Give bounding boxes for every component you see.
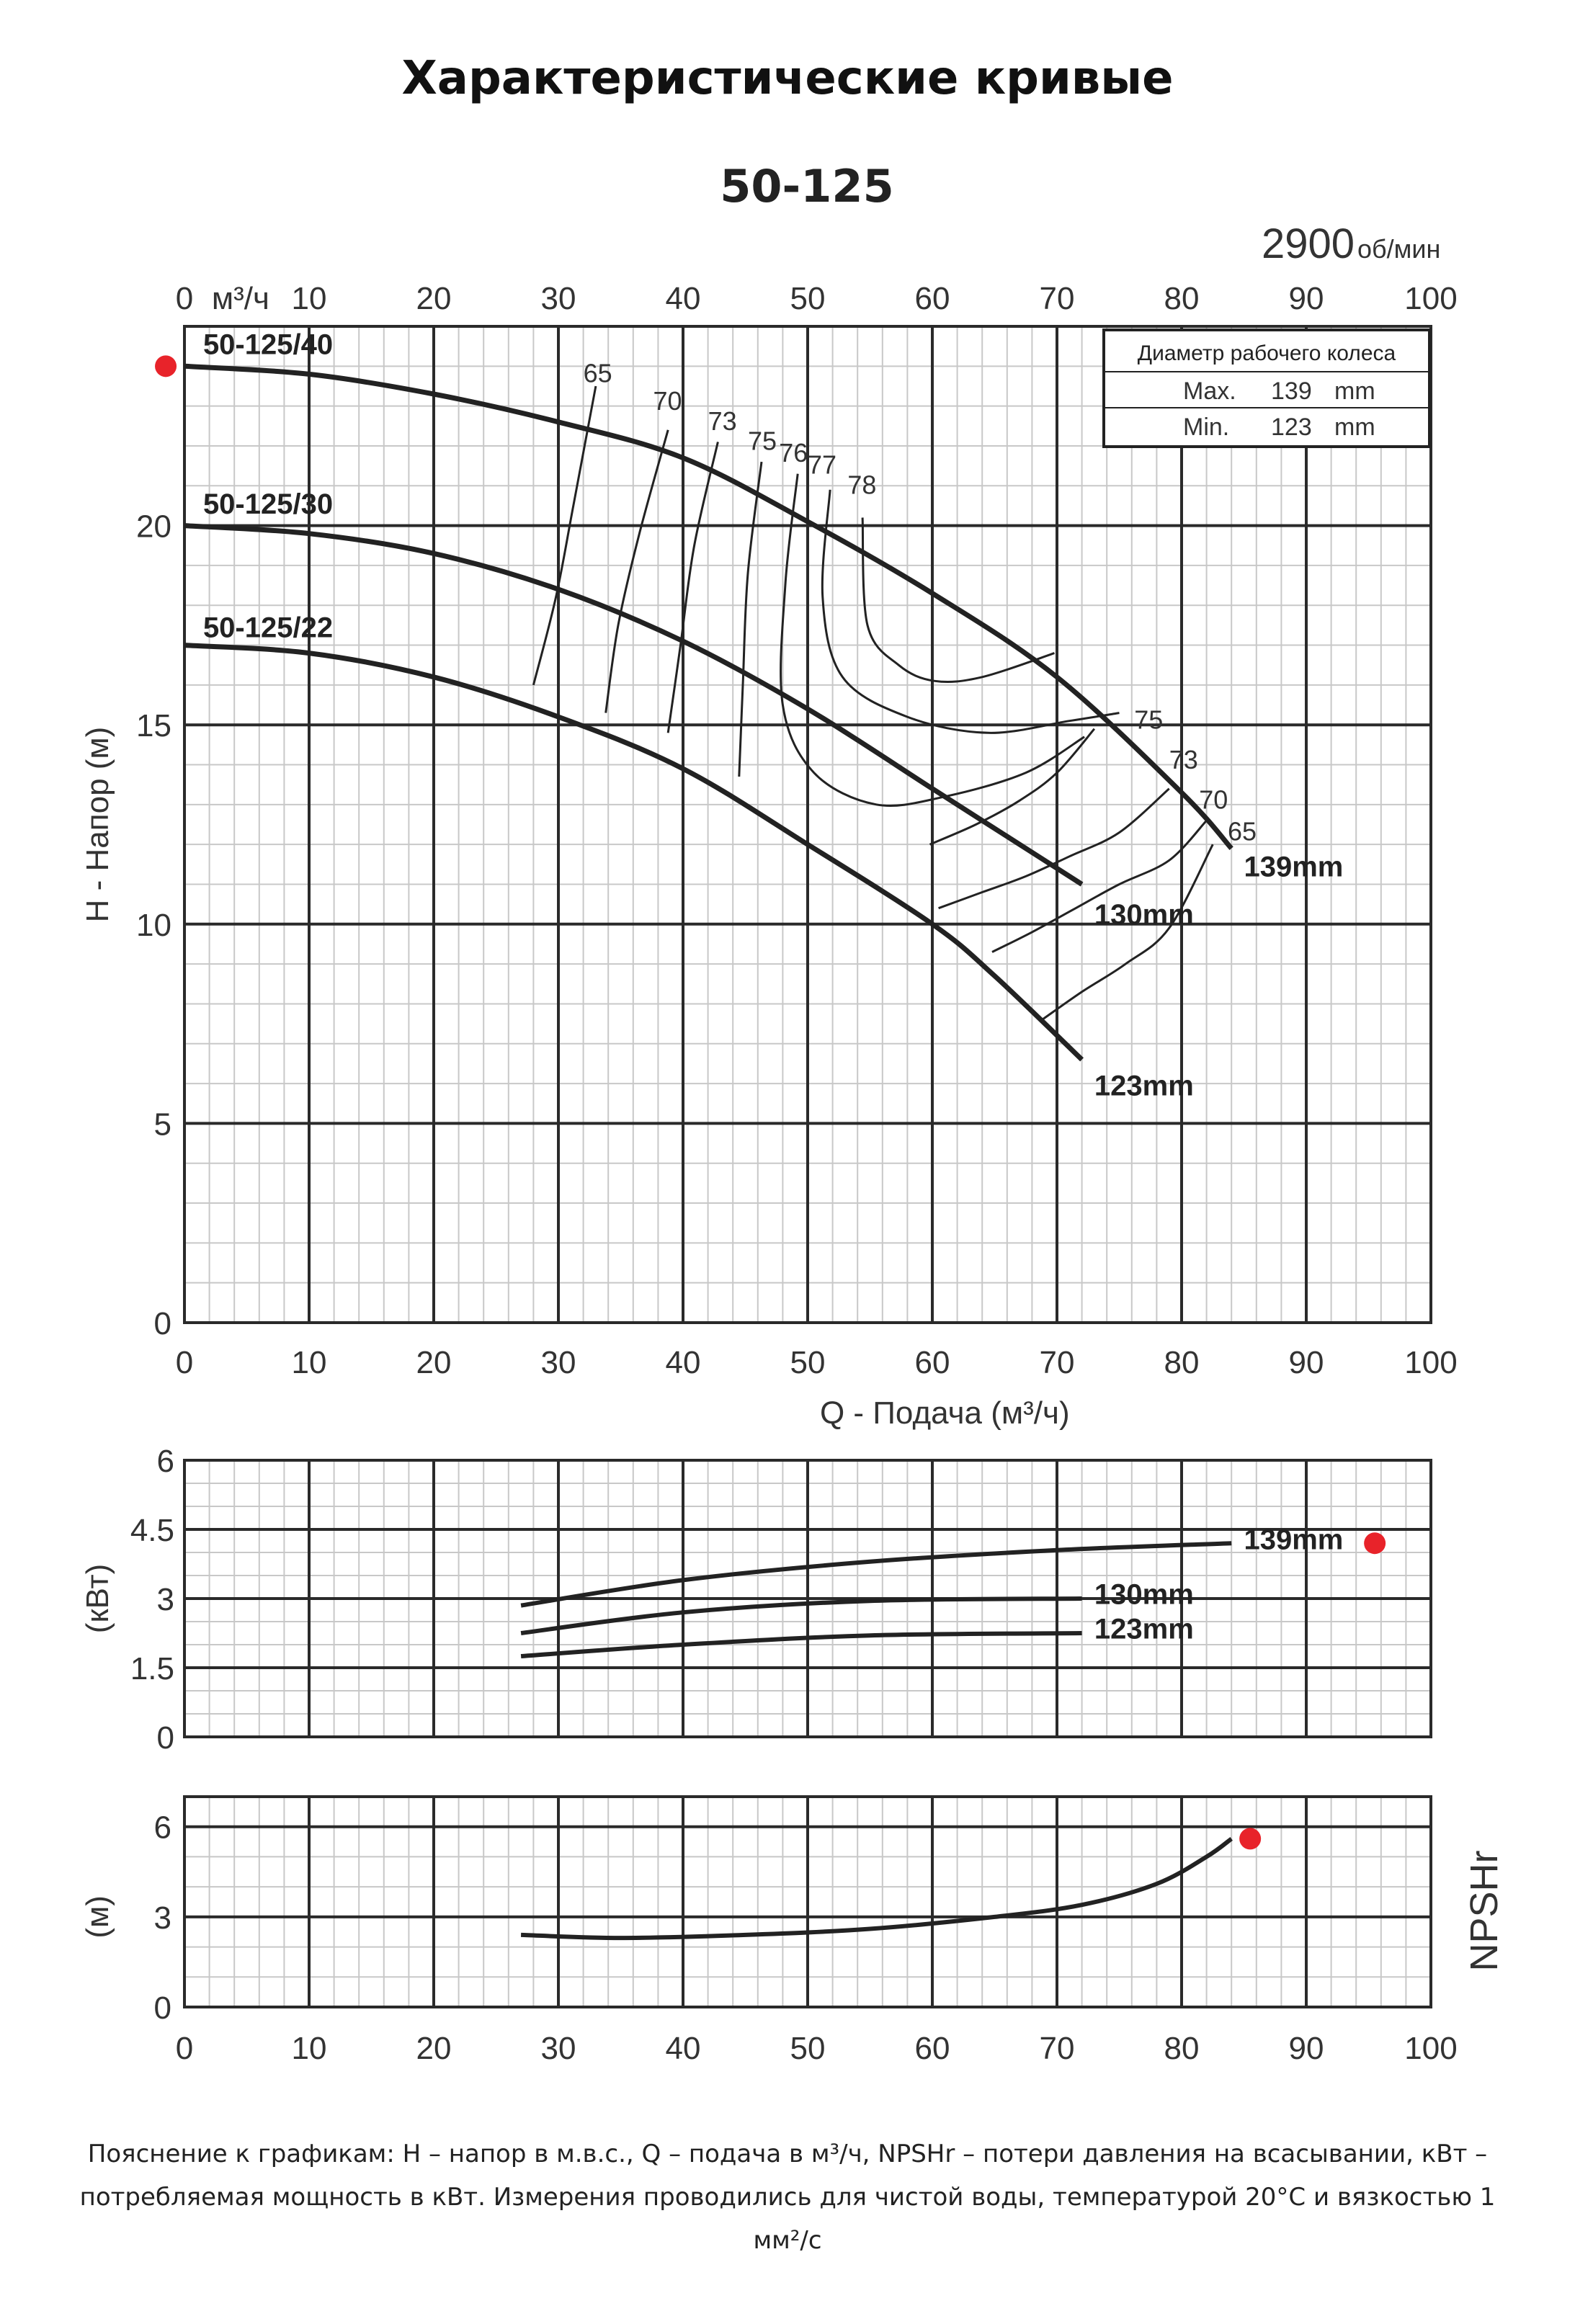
- x-tick-label: 0: [175, 1345, 194, 1380]
- npsh-curve: [521, 1838, 1231, 1938]
- y-axis-title: (кВт): [80, 1563, 115, 1634]
- x-tick-label: 30: [540, 1345, 576, 1380]
- x-tick-label: 60: [914, 1345, 950, 1380]
- page-title: Характеристические кривые: [401, 52, 1174, 105]
- x-tick-label: 80: [1164, 2031, 1200, 2066]
- x-tick-label: 70: [1039, 1345, 1075, 1380]
- x-tick-label: 70: [1039, 2031, 1075, 2066]
- x-tick-label: 90: [1288, 1345, 1324, 1380]
- x-top-tick-label: 20: [416, 281, 452, 316]
- diameter-label: 130mm: [1094, 898, 1194, 931]
- efficiency-label: 76: [779, 438, 808, 468]
- head-chart: [80, 160, 1458, 1431]
- y-tick-label: 1.5: [130, 1651, 174, 1686]
- efficiency-label: 70: [1199, 785, 1228, 815]
- x-top-tick-label: 50: [790, 281, 826, 316]
- red-marker: [155, 355, 177, 377]
- power-curve-label: 130mm: [1094, 1578, 1194, 1611]
- caption: Пояснение к графикам: H – напор в м.в.с., Q – подача в м³/ч, NPSHr – потери давления на всасывании, кВт – потребляемая мощность в кВт. Измерения проводились для чистой воды, температурой 20°C и вязкостью 1 мм²/с: [79, 2140, 1496, 2255]
- x-top-tick-label: 90: [1288, 281, 1324, 316]
- diameter-label: 123mm: [1094, 1070, 1194, 1102]
- speed-value: 2900: [1261, 220, 1355, 267]
- y-tick-label: 4.5: [130, 1513, 174, 1548]
- legend-row-unit: mm: [1334, 377, 1375, 405]
- x-top-tick-label: 10: [291, 281, 327, 316]
- x-top-tick-label: 100: [1404, 281, 1458, 316]
- y-tick-label: 0: [153, 1990, 171, 2026]
- y-tick-label: 3: [153, 1900, 171, 1936]
- y-axis-title: (м): [80, 1895, 115, 1939]
- x-tick-label: 30: [540, 2031, 576, 2066]
- x-top-tick-label: 80: [1164, 281, 1200, 316]
- red-marker: [1239, 1828, 1261, 1849]
- power-chart: [80, 1444, 1431, 1756]
- y-tick-label: 6: [153, 1810, 171, 1846]
- x-top-tick-label: 40: [665, 281, 701, 316]
- x-tick-label: 90: [1288, 2031, 1324, 2066]
- x-top-tick-label: 0: [175, 281, 194, 316]
- npshr-axis-label: NPSHr: [1463, 1850, 1506, 1972]
- x-tick-label: 10: [291, 1345, 327, 1380]
- x-top-unit-label: м³/ч: [211, 281, 269, 316]
- power-curve-label: 139mm: [1244, 1524, 1344, 1556]
- speed-unit: об/мин: [1357, 234, 1441, 264]
- x-tick-label: 50: [790, 1345, 826, 1380]
- efficiency-label: 73: [708, 406, 737, 436]
- x-tick-label: 20: [416, 1345, 452, 1380]
- diameter-label: 139mm: [1244, 851, 1344, 883]
- x-tick-label: 100: [1404, 2031, 1458, 2066]
- efficiency-line-73: [939, 789, 1169, 908]
- x-tick-label: 40: [665, 2031, 701, 2066]
- x-top-tick-label: 60: [914, 281, 950, 316]
- efficiency-line-65: [1042, 844, 1213, 1019]
- x-tick-label: 60: [914, 2031, 950, 2066]
- legend-row-label: Max.: [1183, 377, 1236, 405]
- y-tick-label: 6: [156, 1444, 174, 1479]
- legend-row-unit: mm: [1334, 414, 1375, 441]
- x-tick-label: 50: [790, 2031, 826, 2066]
- x-tick-label: 20: [416, 2031, 452, 2066]
- power-curve-label: 123mm: [1094, 1613, 1194, 1645]
- efficiency-label: 70: [653, 386, 682, 416]
- efficiency-label: 65: [1228, 816, 1257, 846]
- x-tick-label: 40: [665, 1345, 701, 1380]
- x-tick-label: 80: [1164, 1345, 1200, 1380]
- efficiency-label: 77: [808, 450, 837, 480]
- y-tick-label: 15: [136, 708, 171, 744]
- legend-row-label: Min.: [1183, 414, 1230, 441]
- efficiency-label: 78: [847, 470, 877, 500]
- efficiency-contour-78: [862, 518, 1054, 682]
- y-axis-title: H - Напор (м): [80, 726, 115, 923]
- y-tick-label: 5: [153, 1107, 171, 1143]
- x-tick-label: 0: [175, 2031, 194, 2066]
- chart-title: 50-125: [720, 160, 894, 213]
- efficiency-label: 75: [747, 426, 777, 456]
- model-label: 50-125/40: [202, 329, 334, 361]
- legend-row-value: 139: [1271, 377, 1312, 405]
- legend-header: Диаметр рабочего колеса: [1137, 341, 1396, 365]
- y-tick-label: 20: [136, 509, 171, 545]
- npsh-chart: [80, 1797, 1506, 2066]
- legend-row-value: 123: [1271, 414, 1312, 441]
- y-tick-label: 0: [156, 1720, 174, 1756]
- red-marker: [1364, 1532, 1386, 1554]
- y-tick-label: 3: [156, 1582, 174, 1617]
- efficiency-label: 73: [1169, 745, 1198, 775]
- model-label: 50-125/22: [202, 612, 334, 644]
- x-tick-label: 10: [291, 2031, 327, 2066]
- y-tick-label: 10: [136, 907, 171, 943]
- x-top-tick-label: 30: [540, 281, 576, 316]
- model-label: 50-125/30: [202, 488, 334, 521]
- x-tick-label: 100: [1404, 1345, 1458, 1380]
- x-top-tick-label: 70: [1039, 281, 1075, 316]
- x-axis-title: Q - Подача (м³/ч): [819, 1395, 1070, 1431]
- efficiency-line-70: [992, 821, 1207, 952]
- efficiency-label: 75: [1134, 705, 1164, 735]
- efficiency-label: 65: [583, 358, 612, 388]
- power-curve-130mm: [521, 1599, 1082, 1633]
- y-tick-label: 0: [153, 1306, 171, 1341]
